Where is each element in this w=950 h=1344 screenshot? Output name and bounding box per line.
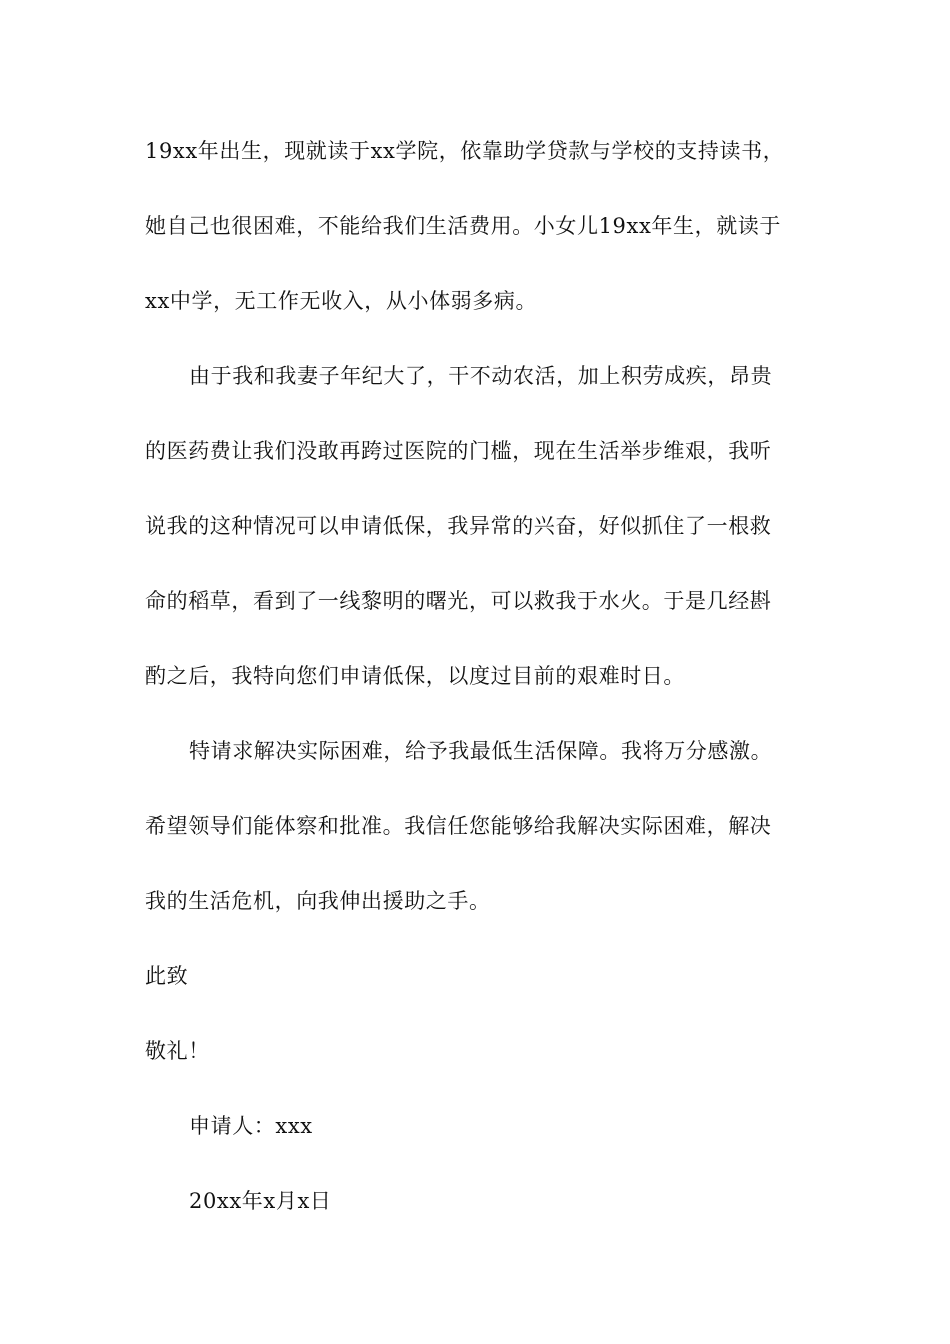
body-line-10: 希望领导们能体察和批准。我信任您能够给我解决实际困难，解决 [145,814,772,838]
body-line-9: 特请求解决实际困难，给予我最低生活保障。我将万分感激。 [189,739,773,763]
body-line-1: 19xx年出生，现就读于xx学院，依靠助学贷款与学校的支持读书， [145,139,785,163]
applicant-signature: 申请人：xxx [189,1114,313,1138]
body-line-5: 的医药费让我们没敢再跨过医院的门槛，现在生活举步维艰，我听 [145,439,772,463]
body-line-3: xx中学，无工作无收入，从小体弱多病。 [145,289,538,313]
body-line-2: 她自己也很困难，不能给我们生活费用。小女儿19xx年生，就读于 [145,214,782,238]
application-date: 20xx年x月x日 [189,1189,332,1213]
body-line-8: 酌之后，我特向您们申请低保，以度过目前的艰难时日。 [145,664,685,688]
body-line-4: 由于我和我妻子年纪大了，干不动农活，加上积劳成疾，昂贵 [189,364,773,388]
closing-regards: 敬礼！ [145,1039,210,1063]
body-line-7: 命的稻草，看到了一线黎明的曙光，可以救我于水火。于是几经斟 [145,589,772,613]
closing-salutation: 此致 [145,964,189,988]
body-line-11: 我的生活危机，向我伸出援助之手。 [145,889,491,913]
body-line-6: 说我的这种情况可以申请低保，我异常的兴奋，好似抓住了一根救 [145,514,772,538]
